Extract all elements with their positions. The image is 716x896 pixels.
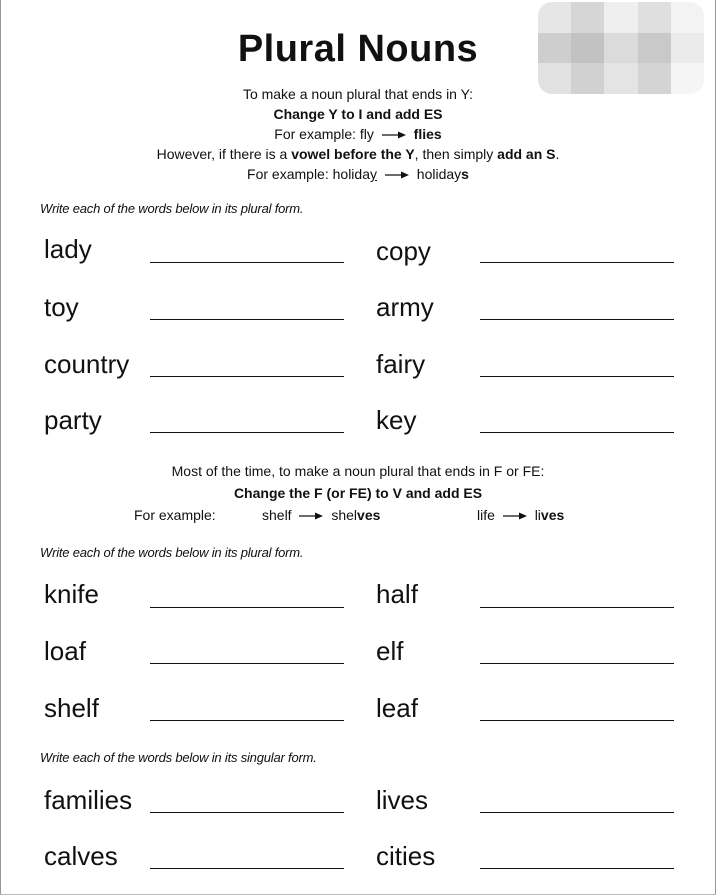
example-lives-bold: ves [540,507,565,523]
word-calves: calves [44,841,118,871]
word-half: half [376,579,418,609]
arrow-right-icon [385,170,409,180]
answer-line[interactable] [150,432,344,433]
rule-y-example-2 [0,166,716,182]
word-shelf: shelf [44,693,99,723]
word-elf: elf [376,636,404,666]
rule-f-example-prefix: For example: [134,507,216,523]
instruction-singular: Write each of the words below in its singular form. [40,750,317,765]
rule-f-example-2 [477,507,564,523]
example-from-word: fly [359,126,374,142]
answer-line[interactable] [150,319,344,320]
answer-line[interactable] [480,262,674,263]
word-party: party [44,405,102,435]
instruction-plural: Write each of the words below in its plural form. [40,201,304,216]
arrow-right-icon [503,511,527,521]
word-toy: toy [44,292,79,322]
answer-line[interactable] [150,868,344,869]
answer-line[interactable] [480,376,674,377]
rule-y-example [0,126,716,142]
answer-line[interactable] [480,812,674,813]
arrow-right-icon [382,130,406,140]
page-title: Plural Nouns [237,28,479,70]
rule-f-rule: Change the F (or FE) to V and add ES [233,485,483,501]
answer-line[interactable] [480,663,674,664]
example-shelves-bold: ves [357,507,381,523]
answer-line[interactable] [150,262,344,263]
word-knife: knife [44,579,99,609]
word-loaf: loaf [44,636,86,666]
example-prefix: For example: [274,126,356,142]
instruction-plural-2: Write each of the words below in its plural form. [40,545,304,560]
rule-y-rule: Change Y to I and add ES [273,106,443,122]
example2-from-base: holida [332,166,370,182]
exception-period: . [555,146,560,162]
answer-line[interactable] [150,376,344,377]
example-shelves [331,507,380,523]
answer-line[interactable] [150,663,344,664]
example-to-word: flies [413,126,442,142]
example-lives-base: li [534,507,541,523]
rule-f-intro: Most of the time, to make a noun plural that ends in F or FE: [171,463,545,479]
word-cities: cities [376,841,436,871]
answer-line[interactable] [150,720,344,721]
example-life: life [477,507,495,523]
word-leaf: leaf [376,693,418,723]
exception-text-mid: , then simply [414,146,498,162]
answer-line[interactable] [150,607,344,608]
word-families: families [44,785,133,815]
word-key: key [376,405,417,435]
answer-line[interactable] [480,868,674,869]
example2-to-bold: s [461,166,469,182]
example2-from-word [333,166,377,182]
example2-to-word [417,166,469,182]
word-copy: copy [376,236,431,266]
rule-y-exception [0,146,716,162]
rule-f-example-1 [262,507,380,523]
word-fairy: fairy [376,349,426,379]
example2-from-underlined: y [370,166,377,182]
rule-y-intro: To make a noun plural that ends in Y: [242,86,474,102]
word-lady: lady [44,234,92,264]
example-shelves-base: shel [331,507,358,523]
answer-line[interactable] [480,432,674,433]
answer-line[interactable] [150,812,344,813]
example2-to-base: holiday [416,166,462,182]
answer-line[interactable] [480,607,674,608]
answer-line[interactable] [480,720,674,721]
exception-bold-add-s: add an S [497,146,556,162]
word-lives: lives [376,785,429,815]
exception-bold-vowel: vowel before the Y [291,146,415,162]
word-army: army [376,292,434,322]
example-shelf: shelf [262,507,292,523]
example-prefix-2: For example: [247,166,329,182]
example-lives [535,507,565,523]
exception-text: However, if there is a [156,146,292,162]
answer-line[interactable] [480,319,674,320]
arrow-right-icon [299,511,323,521]
word-country: country [44,349,130,379]
